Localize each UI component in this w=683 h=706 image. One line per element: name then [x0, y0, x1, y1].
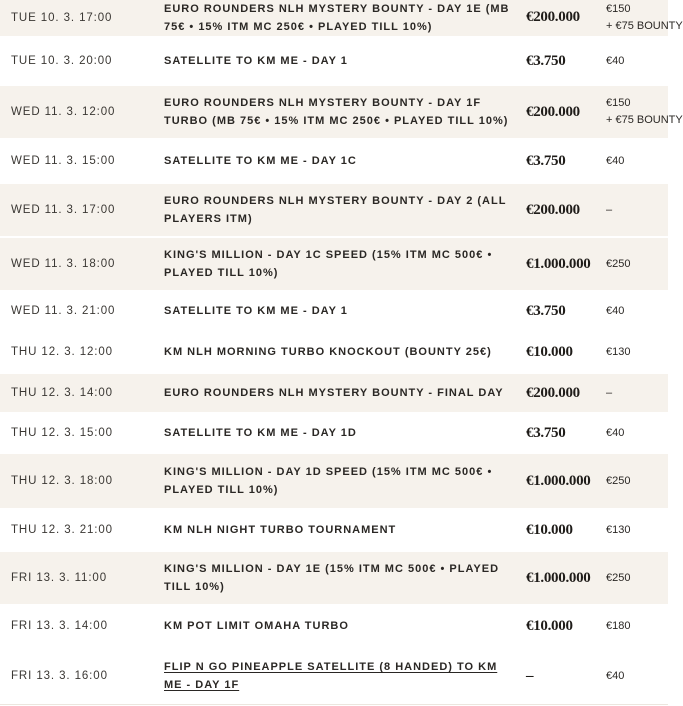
tournament-name-text: KING'S MILLION - DAY 1E (15% ITM MC 500€ • PLAYED TILL 10%) [164, 563, 500, 593]
tournament-name-text: KM NLH MORNING TURBO KNOCKOUT (BOUNTY 25€) [164, 346, 492, 358]
table-row [0, 184, 668, 238]
row-tournament-name [164, 38, 512, 84]
row-date: FRI 13. 3. 11:00 [11, 572, 108, 584]
row-date: FRI 13. 3. 16:00 [11, 670, 108, 682]
row-buy-in [606, 86, 683, 138]
row-tournament-name [164, 552, 512, 604]
row-buy-in [606, 414, 676, 452]
buy-in-amount: €40 [606, 54, 625, 67]
row-prize-pool: €10.000 [526, 521, 573, 538]
table-row [0, 0, 683, 38]
row-prize-pool: €10.000 [526, 343, 573, 360]
row-prize-pool: €3.750 [526, 424, 566, 441]
row-tournament-name [164, 510, 512, 550]
table-row [0, 552, 668, 606]
row-date: THU 12. 3. 21:00 [11, 524, 113, 536]
row-tournament-name [164, 238, 512, 290]
table-row [0, 86, 683, 140]
row-prize-pool: €3.750 [526, 152, 566, 169]
row-date: WED 11. 3. 21:00 [11, 305, 116, 317]
row-buy-in [606, 140, 676, 182]
tournament-name-text: EURO ROUNDERS NLH MYSTERY BOUNTY - DAY 1F TURBO (MB 75€ • 15% ITM MC 250€ • PLAYED TILL 10%) [164, 97, 509, 127]
row-date: WED 11. 3. 18:00 [11, 258, 116, 270]
tournament-name-text: KM NLH NIGHT TURBO TOURNAMENT [164, 524, 397, 536]
row-prize-pool: €200.000 [526, 9, 580, 25]
buy-in-amount: – [606, 386, 613, 399]
row-date: WED 11. 3. 12:00 [11, 106, 116, 118]
row-prize-pool: €3.750 [526, 52, 566, 69]
buy-in-amount: €150 [606, 97, 631, 109]
tournament-name-text: KM POT LIMIT OMAHA TURBO [164, 620, 349, 632]
buy-in-amount: €250 [606, 571, 631, 584]
tournament-name-text: SATELLITE TO KM ME - DAY 1D [164, 427, 357, 439]
row-tournament-name[interactable] [164, 648, 512, 704]
tournament-name-text: KING'S MILLION - DAY 1D SPEED (15% ITM MC 500€ • PLAYED TILL 10%) [164, 466, 493, 496]
buy-in-amount: €130 [606, 523, 631, 536]
row-buy-in [606, 292, 676, 330]
row-prize-pool: – [526, 667, 534, 684]
tournament-name-text: SATELLITE TO KM ME - DAY 1C [164, 155, 357, 167]
row-buy-in [606, 606, 676, 646]
row-buy-in [606, 38, 676, 84]
buy-in-amount: €180 [606, 619, 631, 632]
tournament-name-text: SATELLITE TO KM ME - DAY 1 [164, 55, 348, 67]
buy-in-amount: €40 [606, 426, 625, 439]
row-date: THU 12. 3. 15:00 [11, 427, 113, 439]
row-prize-pool: €3.750 [526, 302, 566, 319]
row-date: WED 11. 3. 17:00 [11, 204, 116, 216]
buy-in-amount: €250 [606, 257, 631, 270]
row-buy-in [606, 510, 676, 550]
row-date: FRI 13. 3. 14:00 [11, 620, 108, 632]
row-tournament-name [164, 332, 512, 372]
row-buy-in [606, 648, 676, 704]
row-tournament-name [164, 292, 512, 330]
buy-in-amount: €40 [606, 154, 625, 167]
row-tournament-name [164, 86, 512, 138]
tournament-name-link[interactable]: FLIP N GO PINEAPPLE SATELLITE (8 HANDED) TO KM ME - DAY 1F [164, 661, 498, 691]
row-date: WED 11. 3. 15:00 [11, 155, 116, 167]
row-date: THU 12. 3. 12:00 [11, 346, 113, 358]
buy-in-amount: €150 [606, 2, 631, 15]
row-buy-in [606, 0, 683, 36]
row-prize-pool: €1.000.000 [526, 472, 591, 489]
row-prize-pool: €1.000.000 [526, 569, 591, 586]
table-row [0, 648, 668, 705]
table-row [0, 332, 668, 374]
row-date: TUE 10. 3. 17:00 [11, 11, 113, 24]
row-buy-in [606, 184, 676, 236]
table-row [0, 292, 668, 332]
tournament-name-text: EURO ROUNDERS NLH MYSTERY BOUNTY - DAY 1E (MB 75€ • 15% ITM MC 250€ • PLAYED TILL 10%) [164, 2, 510, 33]
row-tournament-name [164, 0, 512, 36]
table-row [0, 510, 668, 552]
table-row [0, 374, 668, 414]
row-prize-pool: €200.000 [526, 201, 580, 218]
row-buy-in [606, 332, 676, 372]
row-date: THU 12. 3. 14:00 [11, 387, 113, 399]
row-tournament-name [164, 374, 512, 412]
table-row [0, 606, 668, 648]
table-row [0, 140, 668, 184]
buy-in-amount: €40 [606, 304, 625, 317]
table-row [0, 38, 668, 86]
row-tournament-name [164, 140, 512, 182]
table-row [0, 238, 668, 292]
tournament-name-text: EURO ROUNDERS NLH MYSTERY BOUNTY - DAY 2 (ALL PLAYERS ITM) [164, 195, 507, 225]
row-tournament-name [164, 414, 512, 452]
buy-in-amount: €130 [606, 345, 631, 358]
row-prize-pool: €10.000 [526, 617, 573, 634]
tournament-name-text: KING'S MILLION - DAY 1C SPEED (15% ITM MC 500€ • PLAYED TILL 10%) [164, 249, 493, 279]
row-date: TUE 10. 3. 20:00 [11, 55, 113, 67]
table-row [0, 454, 668, 510]
row-tournament-name [164, 184, 512, 236]
row-buy-in [606, 238, 676, 290]
tournament-name-text: EURO ROUNDERS NLH MYSTERY BOUNTY - FINAL DAY [164, 387, 504, 399]
row-tournament-name [164, 606, 512, 646]
row-buy-in [606, 374, 676, 412]
buy-in-amount: €250 [606, 474, 631, 487]
row-date: THU 12. 3. 18:00 [11, 475, 113, 487]
row-tournament-name [164, 454, 512, 508]
row-prize-pool: €200.000 [526, 103, 580, 120]
row-prize-pool: €200.000 [526, 384, 580, 401]
buy-in-amount: €40 [606, 669, 625, 682]
tournament-name-text: SATELLITE TO KM ME - DAY 1 [164, 305, 348, 317]
buy-in-bounty: + €75 BOUNTY [606, 114, 683, 126]
row-prize-pool: €1.000.000 [526, 255, 591, 272]
table-row [0, 414, 668, 454]
row-buy-in [606, 552, 676, 604]
buy-in-amount: – [606, 203, 613, 216]
row-buy-in [606, 454, 676, 508]
buy-in-bounty: + €75 BOUNTY [606, 19, 683, 32]
